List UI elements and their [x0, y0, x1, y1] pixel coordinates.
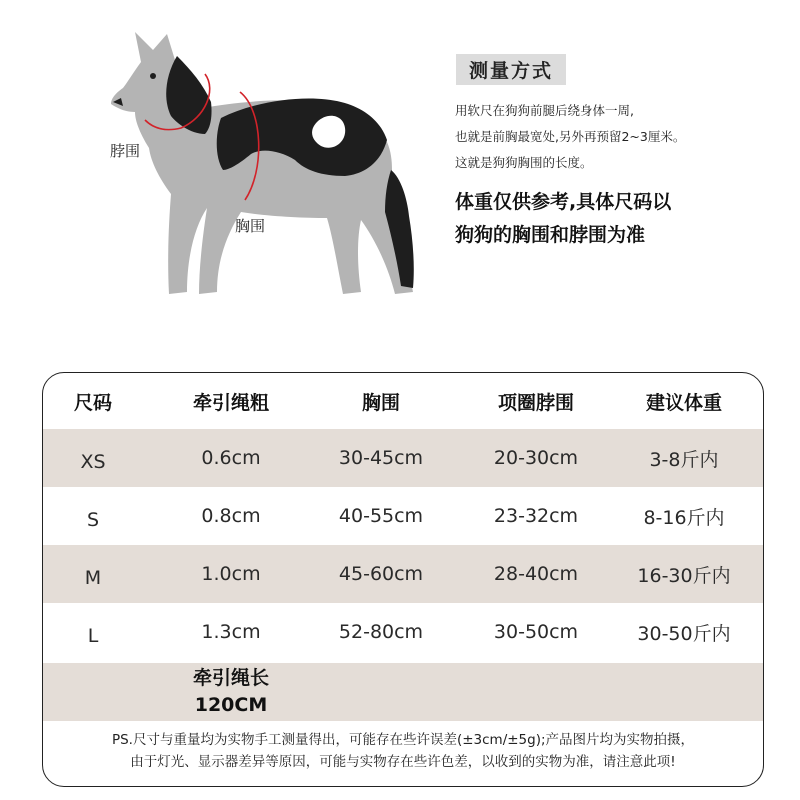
- cell-leash-thickness: 0.6cm: [201, 447, 261, 469]
- weight-note: [455, 186, 671, 252]
- measure-line: 用软尺在狗狗前腿后绕身体一周,: [455, 103, 634, 118]
- cell-size: S: [86, 509, 100, 531]
- header-weight: 建议体重: [645, 391, 722, 414]
- cell-leash-thickness: 0.8cm: [201, 505, 261, 527]
- cell-collar-neck: 20-30cm: [493, 447, 579, 469]
- measure-method-title: 测量方式: [456, 54, 566, 85]
- weight-note-line: 狗狗的胸围和脖围为准: [455, 224, 646, 246]
- header-collar-neck: 项圈脖围: [497, 391, 574, 414]
- leash-length-row: [43, 663, 763, 721]
- cell-chest: 40-55cm: [338, 505, 424, 527]
- ps-note-line: 由于灯光、显示器差异等原因，可能与实物存在些许色差，以收到的实物为准，请注意此项!: [130, 754, 676, 770]
- cell-size: L: [87, 625, 99, 647]
- leash-length-label: 牵引绳长: [192, 667, 269, 689]
- table-header-row: [43, 373, 763, 429]
- ps-note-line: PS.尺寸与重量均为实物手工测量得出，可能存在些许误差(±3cm/±5g);产品图片均为实物拍摄，: [111, 732, 695, 748]
- cell-weight: 16-30斤内: [637, 564, 731, 587]
- cell-chest: 52-80cm: [338, 621, 424, 643]
- cell-size: M: [84, 567, 102, 589]
- header-size: 尺码: [73, 391, 112, 414]
- table-row: [43, 603, 763, 661]
- cell-chest: 30-45cm: [338, 447, 424, 469]
- cell-size: XS: [80, 451, 106, 473]
- ps-note: [43, 729, 763, 773]
- cell-weight: 30-50斤内: [637, 622, 731, 645]
- cell-leash-thickness: 1.3cm: [201, 621, 261, 643]
- size-table: [42, 372, 764, 787]
- header-chest: 胸围: [361, 391, 400, 414]
- table-row: [43, 545, 763, 603]
- cell-collar-neck: 23-32cm: [493, 505, 579, 527]
- leash-length: [161, 665, 301, 719]
- cell-collar-neck: 30-50cm: [493, 621, 579, 643]
- table-row: [43, 487, 763, 545]
- cell-weight: 8-16斤内: [643, 506, 725, 529]
- table-row: [43, 429, 763, 487]
- chest-label: 胸围: [235, 217, 266, 235]
- dog-silhouette-image: [95, 20, 435, 305]
- dog-illustration: [95, 20, 435, 305]
- header-leash-thickness: 牵引绳粗: [192, 391, 269, 414]
- leash-length-value: 120CM: [194, 694, 268, 716]
- cell-leash-thickness: 1.0cm: [201, 563, 261, 585]
- measure-line: 这就是狗狗胸围的长度。: [455, 155, 593, 170]
- measure-line: 也就是前胸最宽处,另外再预留2~3厘米。: [455, 129, 686, 144]
- measure-method-text: [455, 98, 685, 176]
- cell-collar-neck: 28-40cm: [493, 563, 579, 585]
- weight-note-line: 体重仅供参考,具体尺码以: [455, 191, 672, 213]
- neck-label: 脖围: [110, 142, 141, 160]
- cell-weight: 3-8斤内: [649, 448, 719, 471]
- cell-chest: 45-60cm: [338, 563, 424, 585]
